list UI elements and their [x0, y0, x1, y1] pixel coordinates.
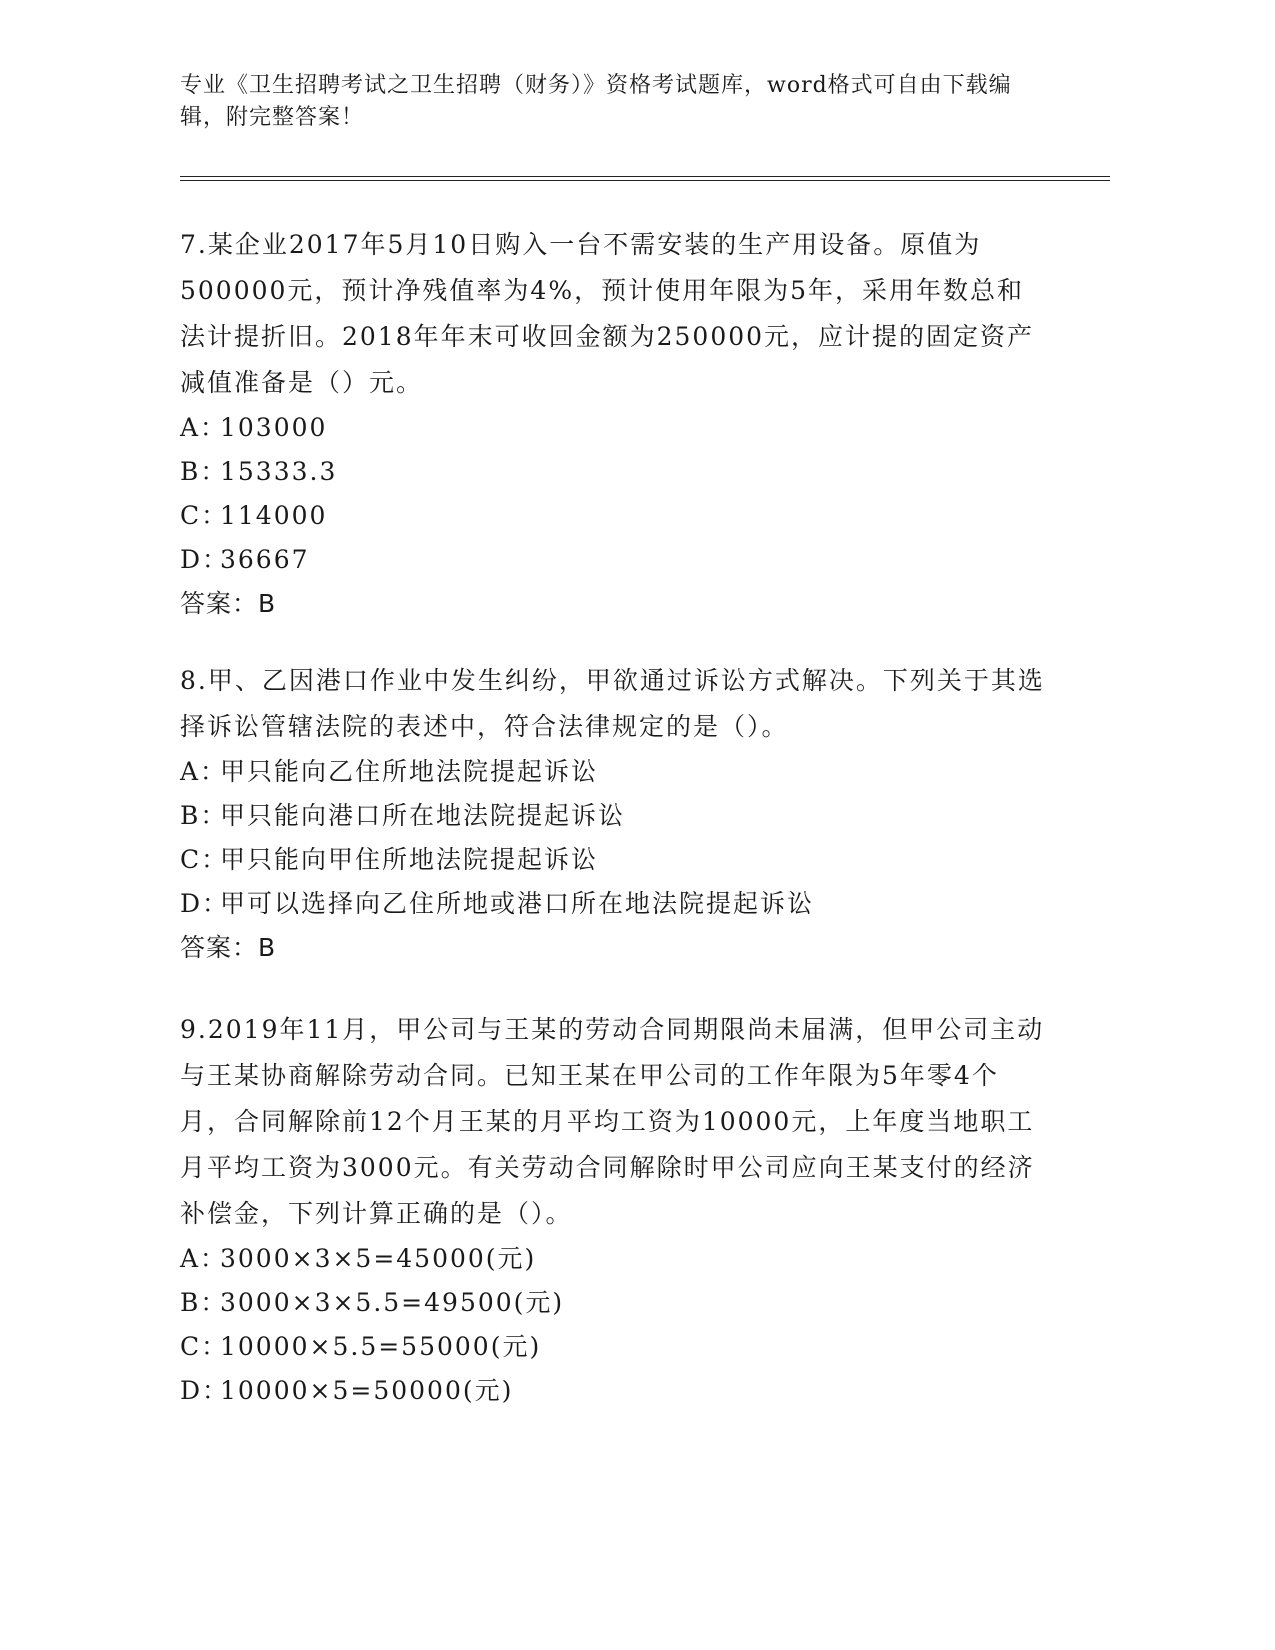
- option-key: A：: [180, 757, 228, 786]
- option-d: [180, 882, 1050, 926]
- option-key: C：: [180, 501, 229, 530]
- option-key: B：: [180, 457, 228, 486]
- option-text: 甲只能向乙住所地法院提起诉讼: [220, 757, 599, 786]
- question-stem: 9.2019年11月，甲公司与王某的劳动合同期限尚未届满，但甲公司主动与王某协商解除劳动合同。已知王某在甲公司的工作年限为5年零4个月，合同解除前12个月王某的月平均工资为10000元，上年度当地职工月平均工资为3000元。有关劳动合同解除时甲公司应向王某支付的经济补偿金，下列计算正确的是（）。: [180, 1015, 1045, 1228]
- option-a: [180, 1237, 1050, 1281]
- header-divider: [180, 176, 1110, 181]
- option-text: 甲只能向港口所在地法院提起诉讼: [220, 801, 626, 830]
- option-text: 甲可以选择向乙住所地或港口所在地法院提起诉讼: [220, 889, 815, 918]
- option-d: [180, 1369, 1050, 1413]
- option-c: [180, 1325, 1050, 1369]
- option-text: 3000×3×5=45000(元): [220, 1244, 537, 1273]
- document-header: [180, 70, 1040, 134]
- option-c: [180, 494, 1050, 538]
- option-key: D：: [180, 1376, 230, 1405]
- option-text: 3000×3×5.5=49500(元): [220, 1288, 565, 1317]
- option-key: A：: [180, 413, 228, 442]
- question-7: [180, 222, 1050, 626]
- question-stem: 7.某企业2017年5月10日购入一台不需安装的生产用设备。原值为500000元，预计净残值率为4%，预计使用年限为5年，采用年数总和法计提折旧。2018年年末可收回金额为250000元，应计提的固定资产减值准备是（）元。: [180, 230, 1035, 397]
- option-a: [180, 406, 1050, 450]
- option-key: B：: [180, 801, 228, 830]
- option-text: 15333.3: [220, 457, 338, 486]
- option-key: C：: [180, 845, 229, 874]
- option-key: D：: [180, 889, 230, 918]
- option-c: [180, 838, 1050, 882]
- option-text: 10000×5=50000(元): [220, 1376, 514, 1405]
- option-text: 36667: [220, 545, 310, 574]
- header-title: 专业《卫生招聘考试之卫生招聘（财务）》资格考试题库，word格式可自由下载编辑，附完整答案！: [180, 73, 1012, 130]
- option-b: [180, 1281, 1050, 1325]
- option-b: [180, 794, 1050, 838]
- option-d: [180, 538, 1050, 582]
- option-text: 103000: [220, 413, 328, 442]
- option-key: B：: [180, 1288, 228, 1317]
- question-9: [180, 1007, 1050, 1413]
- question-stem: 8.甲、乙因港口作业中发生纠纷，甲欲通过诉讼方式解决。下列关于其选择诉讼管辖法院的表述中，符合法律规定的是（）。: [180, 666, 1045, 741]
- answer: 答案：B: [180, 589, 277, 618]
- option-text: 114000: [220, 501, 328, 530]
- option-key: D：: [180, 545, 230, 574]
- answer: 答案：B: [180, 933, 277, 962]
- option-key: A：: [180, 1244, 228, 1273]
- option-text: 10000×5.5=55000(元): [220, 1332, 542, 1361]
- option-text: 甲只能向甲住所地法院提起诉讼: [220, 845, 599, 874]
- option-a: [180, 750, 1050, 794]
- option-key: C：: [180, 1332, 229, 1361]
- question-8: [180, 658, 1050, 970]
- option-b: [180, 450, 1050, 494]
